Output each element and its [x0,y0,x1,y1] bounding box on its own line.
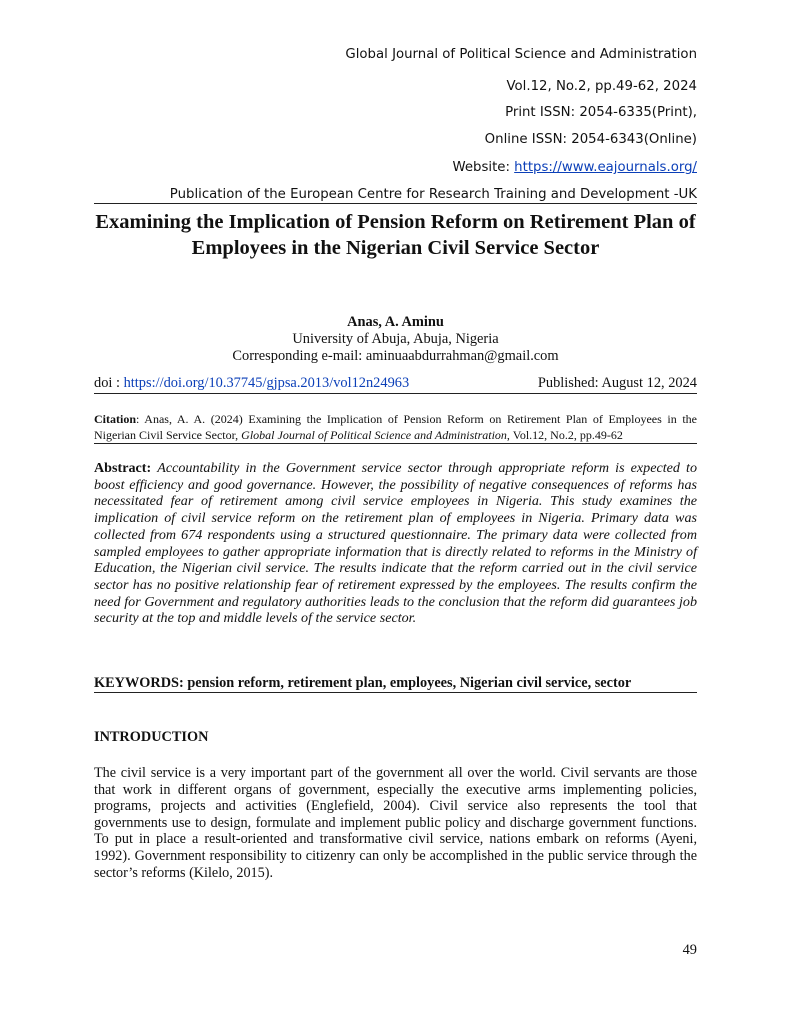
journal-name: Global Journal of Political Science and Administration [345,47,697,62]
article-title: Examining the Implication of Pension Reform on Retirement Plan of Employees in the Nigerian Civil Service Sector [95,211,696,259]
citation-text: : Anas, A. A. (2024) Examining the Implication of Pension Reform on Retirement Plan of Employees in the Nigerian Civil Service Sector, [94,412,697,442]
print-issn: Print ISSN: 2054-6335(Print), [505,105,697,120]
citation-divider [94,443,697,444]
doi [94,375,409,392]
corresponding-email: Corresponding e-mail: aminuaabdurrahman@gmail.com [232,348,559,364]
citation-label: Citation [94,412,136,426]
website-link[interactable]: https://www.eajournals.org/ [514,160,697,175]
author-name: Anas, A. Aminu [347,314,444,330]
keywords-divider [94,692,697,693]
abstract-text: Accountability in the Government service sector through appropriate reform is expected to boost efficiency and good governance. However, the possibility of negative consequences of reforms has necessitated fear of retirement among civil service employees in Nigeria. This study examines the implication of civil service reform on the retirement plan of employees in Nigeria. Primary data was collected from 674 respondents using a structured questionnaire. The primary data were collected from sampled employees to gather appropriate information that is directly related to reforms in the Ministry of Education, the Nigerian civil service. The results indicate that the reform carried out in the civil service sector has no positive relationship fear of retirement expressed by the employees. The results confirm the need for Government and regulatory authorities leads to the conclusion that the reform did guarantees job security at the top and middle levels of the service sector. [94,460,697,627]
keywords: KEYWORDS: pension reform, retirement plan, employees, Nigerian civil service, sector [94,675,632,691]
page-number: 49 [682,942,697,958]
header-divider [94,203,697,204]
author-affiliation: University of Abuja, Abuja, Nigeria [292,331,499,347]
doi-link[interactable]: https://doi.org/10.37745/gjpsa.2013/vol12n24963 [123,375,410,391]
introduction-heading: INTRODUCTION [94,729,209,745]
citation-journal: Global Journal of Political Science and Administration [241,428,507,442]
website-label: Website: [452,160,515,175]
website-line [452,159,697,177]
published-date: Published: August 12, 2024 [537,375,697,391]
abstract [94,460,697,627]
citation-details: , Vol.12, No.2, pp.49-62 [506,428,623,442]
abstract-label: Abstract: [94,460,152,476]
online-issn: Online ISSN: 2054-6343(Online) [484,132,697,147]
doi-label: doi : [94,375,124,391]
publisher-line: Publication of the European Centre for Research Training and Development -UK [169,187,697,202]
doi-row [94,375,697,392]
doi-divider [94,393,697,394]
introduction-paragraph: The civil service is a very important part of the government all over the world. Civil servants are those that work in different organs of government, especially the executive arms implementing policies, programs, projects and activities (Englefield, 2004). Civil service also represents the tool that governments use to design, formulate and implement public policy and discharge government functions. To put in place a result-oriented and transformative civil service, nations embark on reforms (Ayeni, 1992). Government responsibility to citizenry can only be accomplished in the public service through the sector’s reforms (Kilelo, 2015). [94,765,697,881]
citation [94,411,697,443]
volume-info: Vol.12, No.2, pp.49-62, 2024 [506,79,697,94]
